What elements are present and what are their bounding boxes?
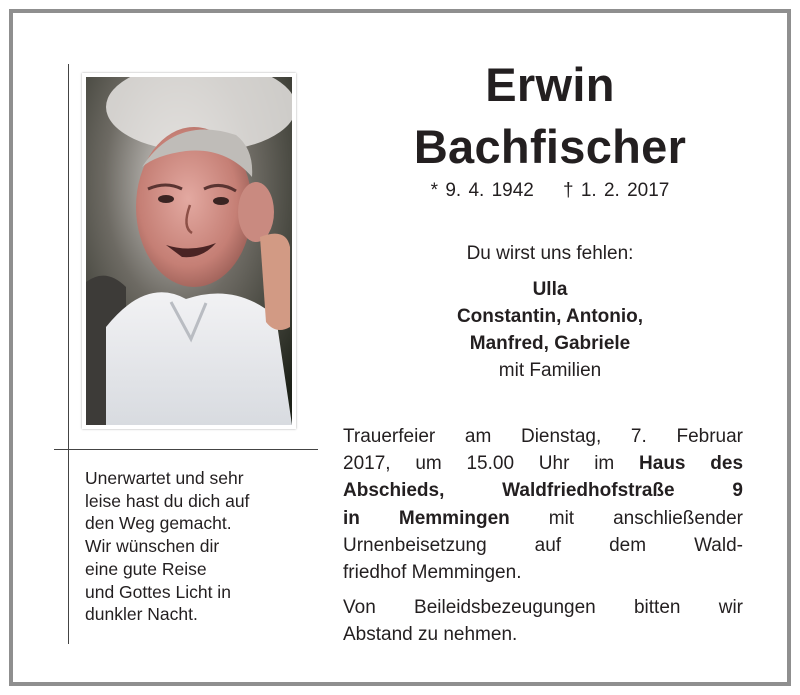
- quote-line: Unerwartet und sehr: [85, 468, 244, 488]
- condolence-line: Von Beileidsbezeugungen bitten wir: [343, 597, 743, 618]
- quote-line: Wir wünschen dir: [85, 536, 220, 557]
- mourners-list: [360, 276, 740, 384]
- mourners-suffix: mit Familien: [498, 360, 602, 381]
- first-name: Erwin: [485, 58, 615, 111]
- farewell-quote: [85, 467, 315, 626]
- quote-line: und Gottes Licht in: [85, 581, 231, 602]
- quote-line: leise hast du dich auf: [85, 490, 250, 511]
- mourners-intro: Du wirst uns fehlen:: [466, 243, 634, 264]
- life-dates: [360, 180, 740, 202]
- last-name: Bachfischer: [413, 120, 687, 173]
- mourner-name: Manfred, Gabriele: [469, 333, 631, 354]
- condolence-request: [343, 594, 743, 648]
- portrait-frame: [82, 73, 296, 429]
- quote-line: dunkler Nacht.: [85, 604, 198, 625]
- service-line: 2017, um 15.00 Uhr im Haus des: [343, 453, 744, 475]
- service-announcement: [343, 423, 743, 586]
- service-line: Trauerfeier am Dienstag, 7. Februar: [343, 426, 743, 447]
- mourner-name: Ulla: [532, 279, 568, 300]
- service-line: Urnenbeisetzung auf dem Wald-: [343, 534, 743, 556]
- death-date: † 1. 2. 2017: [562, 180, 670, 201]
- portrait-photo: [86, 77, 292, 425]
- service-line: in Memmingen mit anschließender: [343, 507, 744, 529]
- quote-line: den Weg gemacht.: [85, 513, 232, 534]
- vertical-divider: [68, 64, 69, 644]
- quote-line: eine gute Reise: [85, 558, 207, 579]
- service-line: friedhof Memmingen.: [343, 562, 522, 584]
- mourner-name: Constantin, Antonio,: [456, 306, 644, 327]
- condolence-line: Abstand zu nehmen.: [343, 624, 518, 646]
- service-location: Abschieds, Waldfriedhofstraße 9: [343, 480, 743, 502]
- birth-date: * 9. 4. 1942: [430, 180, 534, 201]
- horizontal-divider: [54, 449, 318, 450]
